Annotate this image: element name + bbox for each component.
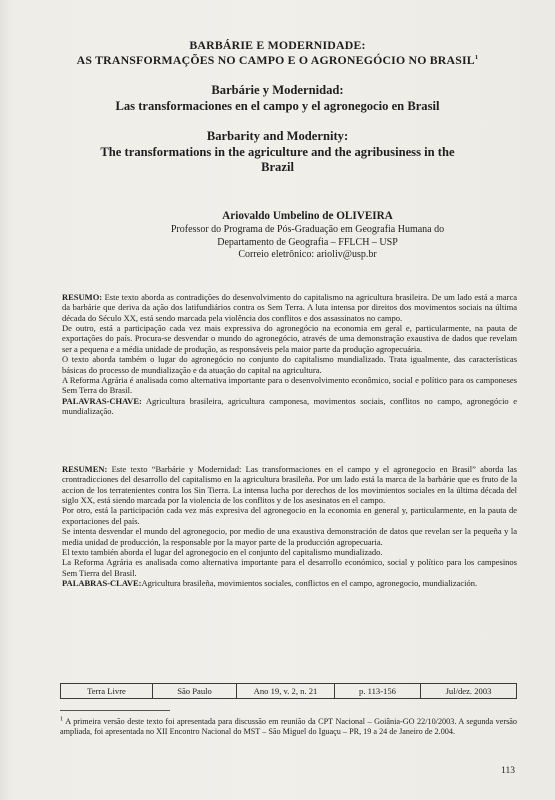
author-affiliation xyxy=(120,224,495,262)
abstract-pt-label: RESUMO: xyxy=(62,292,103,302)
keywords-pt-text: Agricultura brasileira, agricultura camponesa, movimentos sociais, conflitos no campo, agronegócio e mundialização. xyxy=(62,395,517,416)
abstract-pt-p2: De outro, está a participação cada vez mais expressiva do agronegócio na economia em geral e, particularmente, na pauta de exportações do país. Procura-se desvendar o mundo do agronegócio, através de uma demonstração exaustiva de dados que revelam ser a pequena e a média unidade de produção, as responsáveis pela maior parte da produção agropecuária. xyxy=(62,323,517,354)
abstract-es-label: RESUMEN: xyxy=(62,464,108,474)
keywords-es-text: Agricultura brasileña, movimientos sociales, conflictos en el campo, agronegocio, mundialización. xyxy=(141,577,478,588)
title-portuguese xyxy=(40,38,515,67)
title-spanish xyxy=(40,83,515,114)
affiliation-line2: Departamento de Geografia – FFLCH – USP xyxy=(217,236,398,248)
title-pt-line2 xyxy=(40,53,515,68)
abstract-pt-p3: O texto aborda também o lugar do agronegócio no conjunto do capitalismo mundializado. Trata igualmente, das características básicas do processo de mundialização e da atuação do capital na agricultura. xyxy=(62,354,517,375)
abstract-es-p2: Por otro, está la participación cada vez más expresiva del agronegocio en la economia en general y, particularmente, en la pauta de exportaciones del país. xyxy=(62,505,517,526)
citation-pages: p. 113-156 xyxy=(335,684,421,698)
footnote-text xyxy=(60,717,517,737)
abstract-pt-p4: A Reforma Agrária é analisada como alternativa importante para o desenvolvimento econômico, social e político para os camponeses Sem Terra do Brasil. xyxy=(62,374,517,396)
citation-city: São Paulo xyxy=(153,684,237,698)
keywords-pt xyxy=(62,396,517,417)
footnote-body: A primeira versão deste texto foi apresentada para discussão em reunião da CPT Nacional – Goiânia-GO 22/10/2003. A segunda versão ampliada, foi apresentada no XII Encontro Nacional do MST – São Miguel do Iguaçu – PR, 19 a 24 de Janeiro de 2.004. xyxy=(60,717,517,737)
abstract-pt-p1-text: Este texto aborda as contradições do desenvolvimento do capitalismo na agricultura brasileira. De um lado está a marca da barbárie que deriva da ação dos latifundiários contra os Sem Terra. A luta intensa por direitos dos movimentos sociais na última década do Século XX, está sendo marcada pela violência dos conflitos e dos assassinatos no campo. xyxy=(62,292,517,323)
footnote xyxy=(60,717,517,737)
abstract-portuguese xyxy=(62,292,517,416)
title-pt-line1: BARBÁRIE E MODERNIDADE: xyxy=(189,38,366,52)
keywords-es-label: PALABRAS-CLAVE: xyxy=(62,577,142,588)
abstract-es-p5: La Reforma Agrária es analisada como alternativa importante para el desarrollo económico, social y político para los campesinos Sem Tierra del Brasil. xyxy=(62,557,517,578)
keywords-es xyxy=(62,578,517,588)
abstract-spanish xyxy=(62,464,517,588)
keywords-pt-label: PALAVRAS-CHAVE: xyxy=(62,395,142,406)
footnote-divider xyxy=(60,710,170,711)
author-name: Ariovaldo Umbelino de OLIVEIRA xyxy=(222,210,393,222)
footnote-mark: 1 xyxy=(60,715,64,723)
abstract-es-p3: Se intenta desvendar el mundo del agronegocio, por medio de una exaustiva demonstración de datos que revelan ser la pequeña y la media unidad de producción, la responsable por la mayor parte de la producción agropecuaria. xyxy=(62,526,517,547)
citation-date: Jul/dez. 2003 xyxy=(445,686,492,696)
title-block xyxy=(40,38,515,176)
title-pt-line2-text: AS TRANSFORMAÇÕES NO CAMPO E O AGRONEGÓCIO NO BRASIL xyxy=(76,52,475,67)
title-es-line1: Barbárie y Modernidad: xyxy=(211,83,344,98)
abstract-es-p1-text: Este texto “Barbárie y Modernidad: Las transformaciones en el campo y el agronegocio en Brasil” aborda las crontradicciones del desarrollo del capitalismo en la agricultura brasileña. Por um lado está la marca de la barbárie que es fruto de la accion de los terratenientes contra los Sin Tierra. La intensa lucha por derechos de los movimientos sociales en la última década del siglo XX, está siendo marcada por la violencia de los conflitos y de los asesinatos en el campo. xyxy=(62,464,517,506)
abstract-pt-p1 xyxy=(62,292,517,323)
title-es-line2: Las transformaciones en el campo y el agronegocio en Brasil xyxy=(115,99,440,114)
author-email: Correio eletrônico: arioliv@usp.br xyxy=(238,249,377,260)
citation-journal: Terra Livre xyxy=(61,684,153,698)
page-number: 113 xyxy=(501,766,515,776)
citation-bar xyxy=(60,683,517,699)
author-block xyxy=(120,210,495,262)
title-en-line2: The transformations in the agriculture and the agribusiness in the xyxy=(100,144,455,159)
footnote-ref-mark: 1 xyxy=(474,53,479,61)
title-english xyxy=(40,129,515,176)
affiliation-line1: Professor do Programa de Pós-Graduação em Geografia Humana do xyxy=(170,224,445,235)
abstract-es-p4: El texto también aborda el lugar del agronegocio en el conjunto del capitalismo mundializado. xyxy=(62,546,383,557)
abstract-es-p1 xyxy=(62,464,517,505)
citation-volume: Ano 19, v. 2, n. 21 xyxy=(237,684,335,698)
title-en-line1: Barbarity and Modernity: xyxy=(206,128,349,143)
title-en-line3: Brazil xyxy=(261,160,294,175)
